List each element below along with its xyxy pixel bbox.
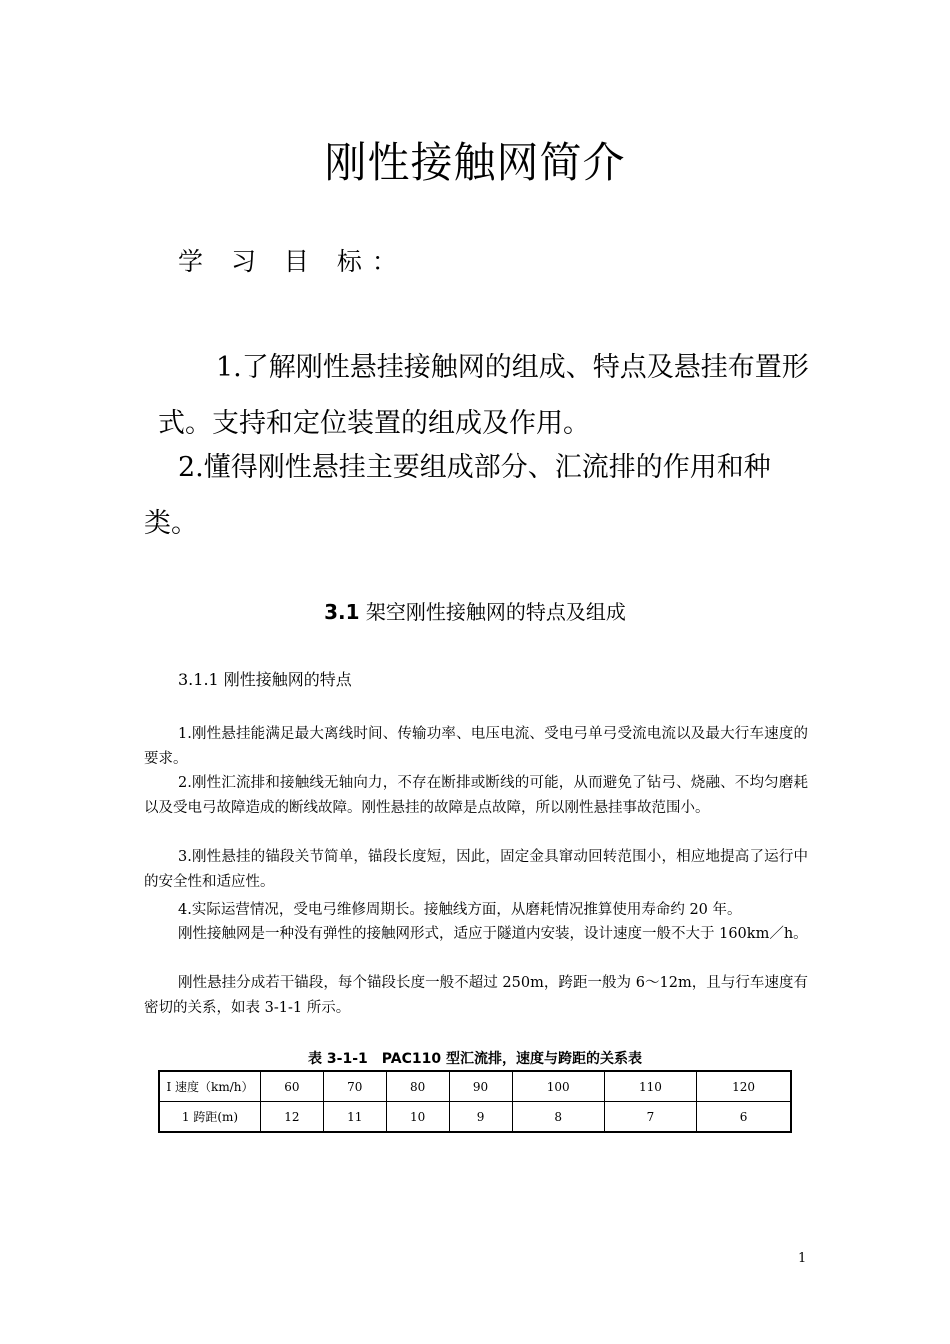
paragraph-2 [144,771,808,820]
row-header-span: 1 跨距(m) [159,1102,261,1133]
table-cell: 8 [512,1102,604,1133]
paragraph-1-text: 1.刚性悬挂能满足最大离线时间、传输功率、电压电流、受电弓单弓受流电流以及最大行车速度的要求。 [144,726,808,767]
paragraph-4 [144,898,808,923]
paragraph-1 [144,722,808,771]
paragraph-6 [144,971,808,1020]
section-heading [0,596,950,625]
paragraph-3-text: 3.刚性悬挂的锚段关节简单，锚段长度短，因此，固定金具窜动回转范围小，相应地提高了运行中的安全性和适应性。 [144,849,808,890]
learning-goal-1 [158,340,818,452]
table-cell: 80 [386,1071,449,1102]
paragraph-4-text: 4.实际运营情况，受电弓维修周期长。接触线方面，从磨耗情况推算使用寿命约 20 年。 [178,902,742,918]
table-cell: 70 [323,1071,386,1102]
learning-goal-1-text: 1.了解刚性悬挂接触网的组成、特点及悬挂布置形式。支持和定位装置的组成及作用。 [158,352,809,439]
paragraph-5 [144,922,808,947]
section-title-text: 架空刚性接触网的特点及组成 [365,600,626,624]
table-cell: 12 [261,1102,324,1133]
row-header-speed: I 速度（km/h） [159,1071,261,1102]
subsection-heading: 3.1.1 刚性接触网的特点 [178,670,352,689]
table-row-speed [159,1071,791,1102]
objectives-heading: 学 习 目 标： [178,247,407,276]
table-cell: 100 [512,1071,604,1102]
table-cell: 90 [449,1071,512,1102]
table-cell: 60 [261,1071,324,1102]
learning-goal-2 [144,440,814,552]
table-caption: 表 3-1-1 PAC110 型汇流排，速度与跨距的关系表 [308,1051,642,1067]
table-cell: 120 [697,1071,791,1102]
page-number: 1 [798,1251,807,1266]
table-cell: 10 [386,1102,449,1133]
table-cell: 11 [323,1102,386,1133]
learning-goal-2-text: 2.懂得刚性悬挂主要组成部分、汇流排的作用和种类。 [144,452,771,539]
paragraph-5-text: 刚性接触网是一种没有弹性的接触网形式，适应于隧道内安装，设计速度一般不大于 160km／h。 [178,926,808,942]
document-title: 刚性接触网简介 [324,138,626,187]
speed-span-table [158,1070,792,1133]
paragraph-3 [144,845,808,894]
table-cell: 6 [697,1102,791,1133]
table-cell: 110 [604,1071,696,1102]
paragraph-2-text: 2.刚性汇流排和接触线无轴向力，不存在断排或断线的可能，从而避免了钻弓、烧融、不均匀磨耗以及受电弓故障造成的断线故障。刚性悬挂的故障是点故障，所以刚性悬挂事故范围小。 [144,775,808,816]
table-row-span [159,1102,791,1133]
table-cell: 9 [449,1102,512,1133]
paragraph-6-text: 刚性悬挂分成若干锚段，每个锚段长度一般不超过 250m，跨距一般为 6～12m，且与行车速度有密切的关系，如表 3-1-1 所示。 [144,975,808,1016]
table-cell: 7 [604,1102,696,1133]
section-number: 3.1 [324,600,360,624]
